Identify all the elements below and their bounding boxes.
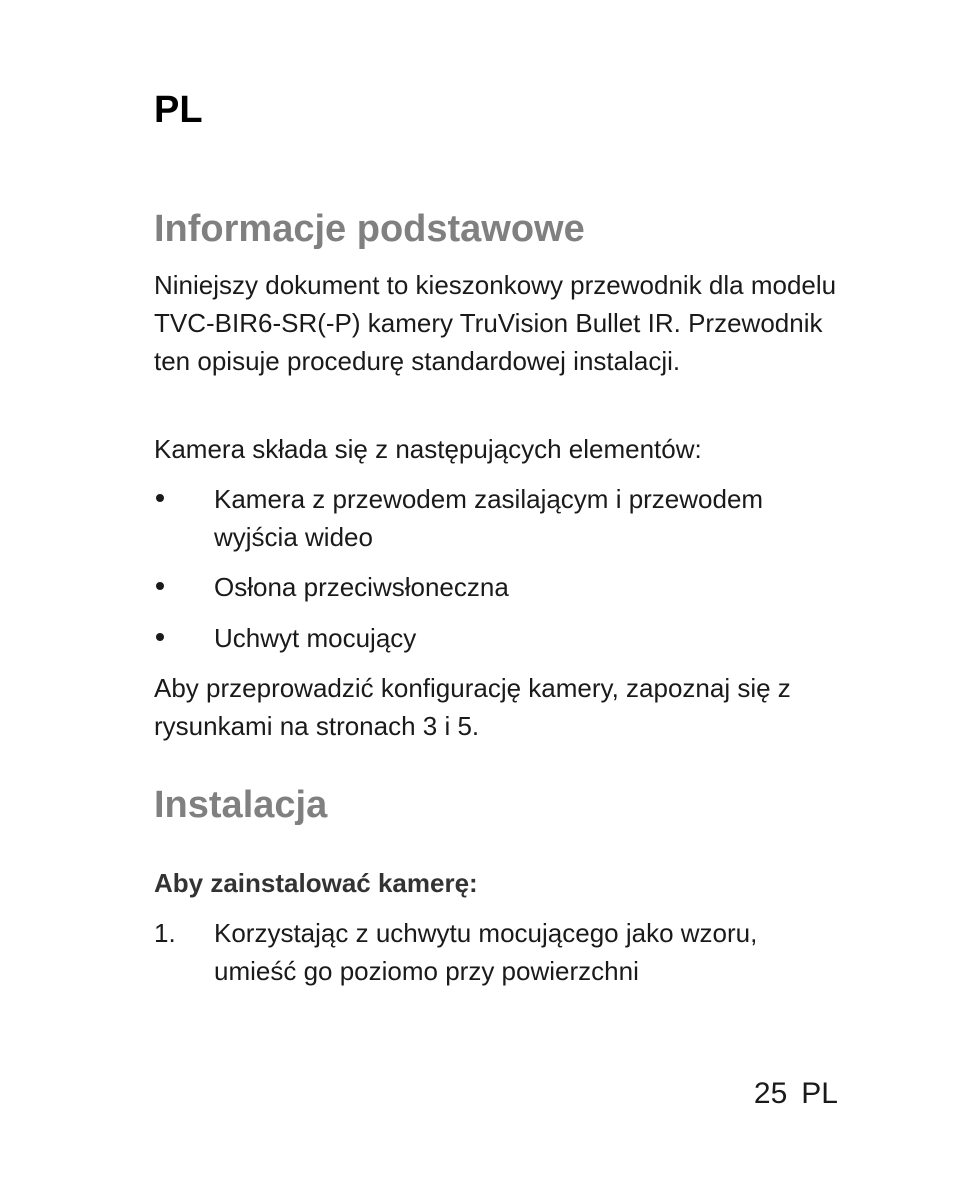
section-title-installation: Instalacja — [154, 784, 328, 826]
list-item — [154, 480, 844, 556]
bullet-icon — [154, 568, 214, 606]
list-item-text: Kamera z przewodem zasilającym i przewodem wyjścia wideo — [214, 484, 764, 552]
step-text: Korzystając z uchwytu mocującego jako wzoru, umieść go poziomo przy powierzchni — [214, 918, 758, 986]
bullet-icon — [154, 480, 214, 556]
language-tag: PL — [154, 89, 203, 131]
list-item-text: Uchwyt mocujący — [214, 623, 417, 653]
procedure-heading: Aby zainstalować kamerę: — [154, 868, 478, 898]
intro-paragraph: Niniejszy dokument to kieszonkowy przewodnik dla modelu TVC-BIR6-SR(-P) kamery TruVision Bullet IR. Przewodnik ten opisuje procedurę standardowej instalacji. — [154, 270, 837, 376]
section-title-basic-info: Informacje podstawowe — [154, 208, 585, 250]
bullet-icon — [154, 619, 214, 657]
page-number: 25 — [753, 1077, 788, 1110]
page-footer — [754, 1074, 838, 1114]
components-intro: Kamera składa się z następujących elementów: — [154, 434, 702, 464]
list-item — [154, 619, 844, 657]
list-item-text: Osłona przeciwsłoneczna — [214, 572, 509, 602]
step-number: 1. — [154, 918, 176, 948]
step-item — [154, 914, 844, 990]
config-paragraph: Aby przeprowadzić konfigurację kamery, zapoznaj się z rysunkami na stronach 3 i 5. — [154, 673, 791, 741]
footer-lang: PL — [801, 1077, 838, 1110]
list-item — [154, 568, 844, 606]
